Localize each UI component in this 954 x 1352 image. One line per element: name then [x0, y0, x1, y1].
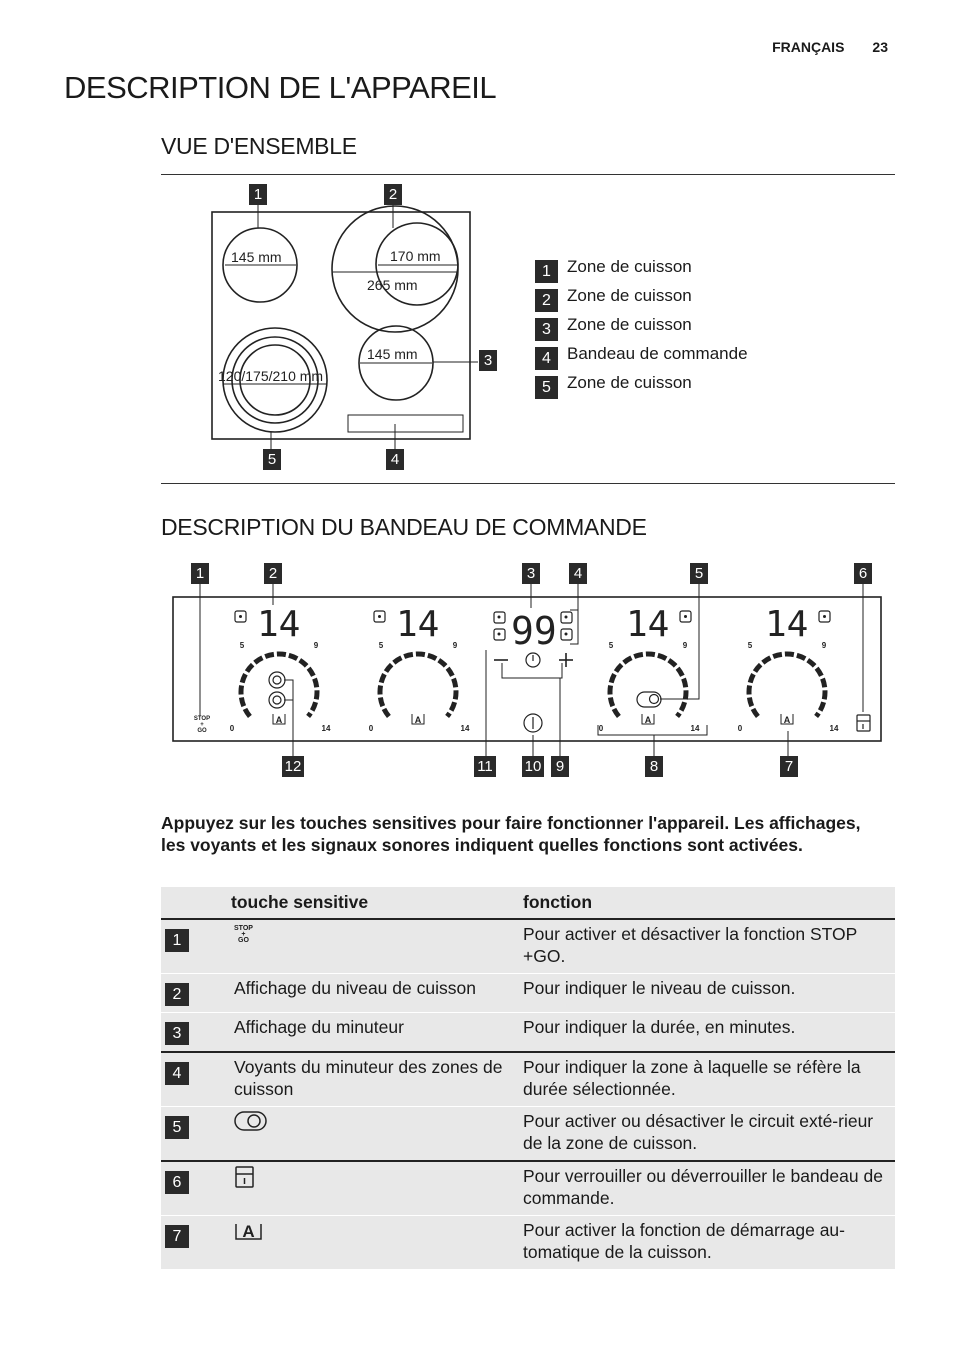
zone-control-2 — [369, 604, 470, 733]
svg-text:STOP: STOP — [193, 716, 211, 722]
function-description: Pour activer et désactiver la fonction STOP +GO. — [517, 919, 895, 974]
function-description: Pour indiquer le niveau de cuisson. — [517, 974, 895, 1013]
callout-1: 1 — [249, 184, 267, 205]
level-display: 14 — [765, 604, 809, 645]
section-title-overview: VUE D'ENSEMBLE — [161, 133, 357, 159]
row-number: 6 — [165, 1171, 189, 1194]
header-function: fonction — [523, 892, 593, 912]
callout-3: 3 — [479, 350, 497, 371]
header-touch: touche sensitive — [231, 892, 369, 912]
stop-go-icon — [194, 716, 210, 734]
table-row — [161, 919, 895, 974]
function-description: Pour activer la fonction de démarrage au-tomatique de la cuisson. — [517, 1216, 895, 1270]
row-number: 5 — [165, 1116, 189, 1139]
zone-2-inner-dimension: 170 mm — [390, 248, 441, 264]
auto-heat-label: A — [275, 715, 283, 725]
panel-callout-6: 6 — [854, 563, 872, 584]
callout-2: 2 — [384, 184, 402, 205]
scale-label-0: 0 — [368, 724, 374, 733]
function-description: Pour indiquer la zone à laquelle se réfère la durée sélectionnée. — [517, 1052, 895, 1107]
panel-callout-3: 3 — [522, 563, 540, 584]
function-table — [161, 887, 895, 1269]
table-row — [161, 1161, 895, 1216]
function-description: Pour indiquer la durée, en minutes. — [517, 1013, 895, 1053]
legend-label: Zone de cuisson — [567, 315, 692, 334]
panel-callout-8: 8 — [645, 756, 663, 777]
legend-label: Zone de cuisson — [567, 286, 692, 305]
panel-callout-12: 12 — [282, 756, 304, 777]
panel-callout-7: 7 — [780, 756, 798, 777]
touch-label: Voyants du minuteur des zones de cuisson — [234, 1057, 503, 1099]
svg-text:A: A — [242, 1222, 255, 1241]
table-row — [161, 974, 895, 1013]
callout-4: 4 — [386, 449, 404, 470]
timer-display: 99 — [511, 609, 557, 653]
legend-number: 4 — [535, 347, 558, 370]
power-slider[interactable] — [749, 654, 825, 716]
scale-label-14: 14 — [690, 724, 700, 733]
level-display: 14 — [396, 604, 440, 645]
table-row — [161, 1216, 895, 1270]
dual-zone-icon — [234, 1116, 268, 1136]
scale-label-14: 14 — [460, 724, 470, 733]
zone-2-outer-dimension: 265 mm — [367, 277, 418, 293]
panel-callout-2: 2 — [264, 563, 282, 584]
scale-label-0: 0 — [737, 724, 743, 733]
svg-text:+: + — [200, 722, 204, 728]
panel-callout-9: 9 — [551, 756, 569, 777]
table-row — [161, 1052, 895, 1107]
legend-label: Bandeau de commande — [567, 344, 748, 363]
stop-go-icon: STOP + GO — [234, 925, 253, 944]
scale-label-9: 9 — [821, 641, 827, 650]
power-slider[interactable] — [241, 654, 317, 716]
callout-5: 5 — [263, 449, 281, 470]
scale-label-5: 5 — [608, 641, 614, 650]
zone-5-dimension: 120/175/210 mm — [218, 368, 324, 384]
scale-label-9: 9 — [452, 641, 458, 650]
panel-callout-4: 4 — [569, 563, 587, 584]
row-number: 4 — [165, 1062, 189, 1085]
level-display: 14 — [626, 604, 670, 645]
row-number: 7 — [165, 1225, 189, 1248]
scale-label-0: 0 — [229, 724, 235, 733]
scale-label-9: 9 — [682, 641, 688, 650]
panel-callout-1: 1 — [191, 563, 209, 584]
touch-label: Affichage du minuteur — [234, 1017, 404, 1037]
power-slider[interactable] — [380, 654, 456, 716]
legend-label: Zone de cuisson — [567, 373, 692, 392]
panel-callout-11: 11 — [474, 756, 496, 777]
auto-heat-label: A — [644, 715, 652, 725]
scale-label-5: 5 — [239, 641, 245, 650]
scale-label-5: 5 — [747, 641, 753, 650]
zone-3-dimension: 145 mm — [367, 346, 418, 362]
scale-label-14: 14 — [321, 724, 331, 733]
zone-control-4 — [738, 604, 839, 733]
zone-control-1 — [230, 604, 331, 733]
legend-label: Zone de cuisson — [567, 257, 692, 276]
panel-callout-5: 5 — [690, 563, 708, 584]
page-title: DESCRIPTION DE L'APPAREIL — [64, 70, 497, 105]
page-number: 23 — [872, 39, 888, 55]
auto-heat-label: A — [414, 715, 422, 725]
table-row — [161, 1013, 895, 1053]
intro-text: Appuyez sur les touches sensitives pour faire fonctionner l'appareil. Les affichages, les voyants et les signaux sonores indiquent quelles fonctions sont activées. — [161, 813, 861, 855]
table-header-row — [161, 887, 895, 919]
legend-number: 1 — [535, 260, 558, 283]
table-row — [161, 1107, 895, 1162]
touch-label: Affichage du niveau de cuisson — [234, 978, 476, 998]
auto-heat-icon — [234, 1222, 264, 1247]
lock-icon — [234, 1173, 256, 1193]
function-description: Pour verrouiller ou déverrouiller le bandeau de commande. — [517, 1161, 895, 1216]
level-display: 14 — [257, 604, 301, 645]
scale-label-9: 9 — [313, 641, 319, 650]
language-label: FRANÇAIS — [772, 39, 845, 55]
legend-number: 5 — [535, 376, 558, 399]
section-title-control-panel: DESCRIPTION DU BANDEAU DE COMMANDE — [161, 514, 647, 540]
scale-label-5: 5 — [378, 641, 384, 650]
row-number: 1 — [165, 929, 189, 952]
scale-label-14: 14 — [829, 724, 839, 733]
svg-text:GO: GO — [197, 728, 207, 734]
auto-heat-label: A — [783, 715, 791, 725]
panel-callout-10: 10 — [522, 756, 544, 777]
row-number: 3 — [165, 1022, 189, 1045]
zone-1-dimension: 145 mm — [231, 249, 282, 265]
scale-label-0: 0 — [598, 724, 604, 733]
legend-number: 3 — [535, 318, 558, 341]
row-number: 2 — [165, 983, 189, 1006]
function-description: Pour activer ou désactiver le circuit exté-rieur de la zone de cuisson. — [517, 1107, 895, 1162]
legend-number: 2 — [535, 289, 558, 312]
zone-control-3 — [599, 604, 700, 733]
